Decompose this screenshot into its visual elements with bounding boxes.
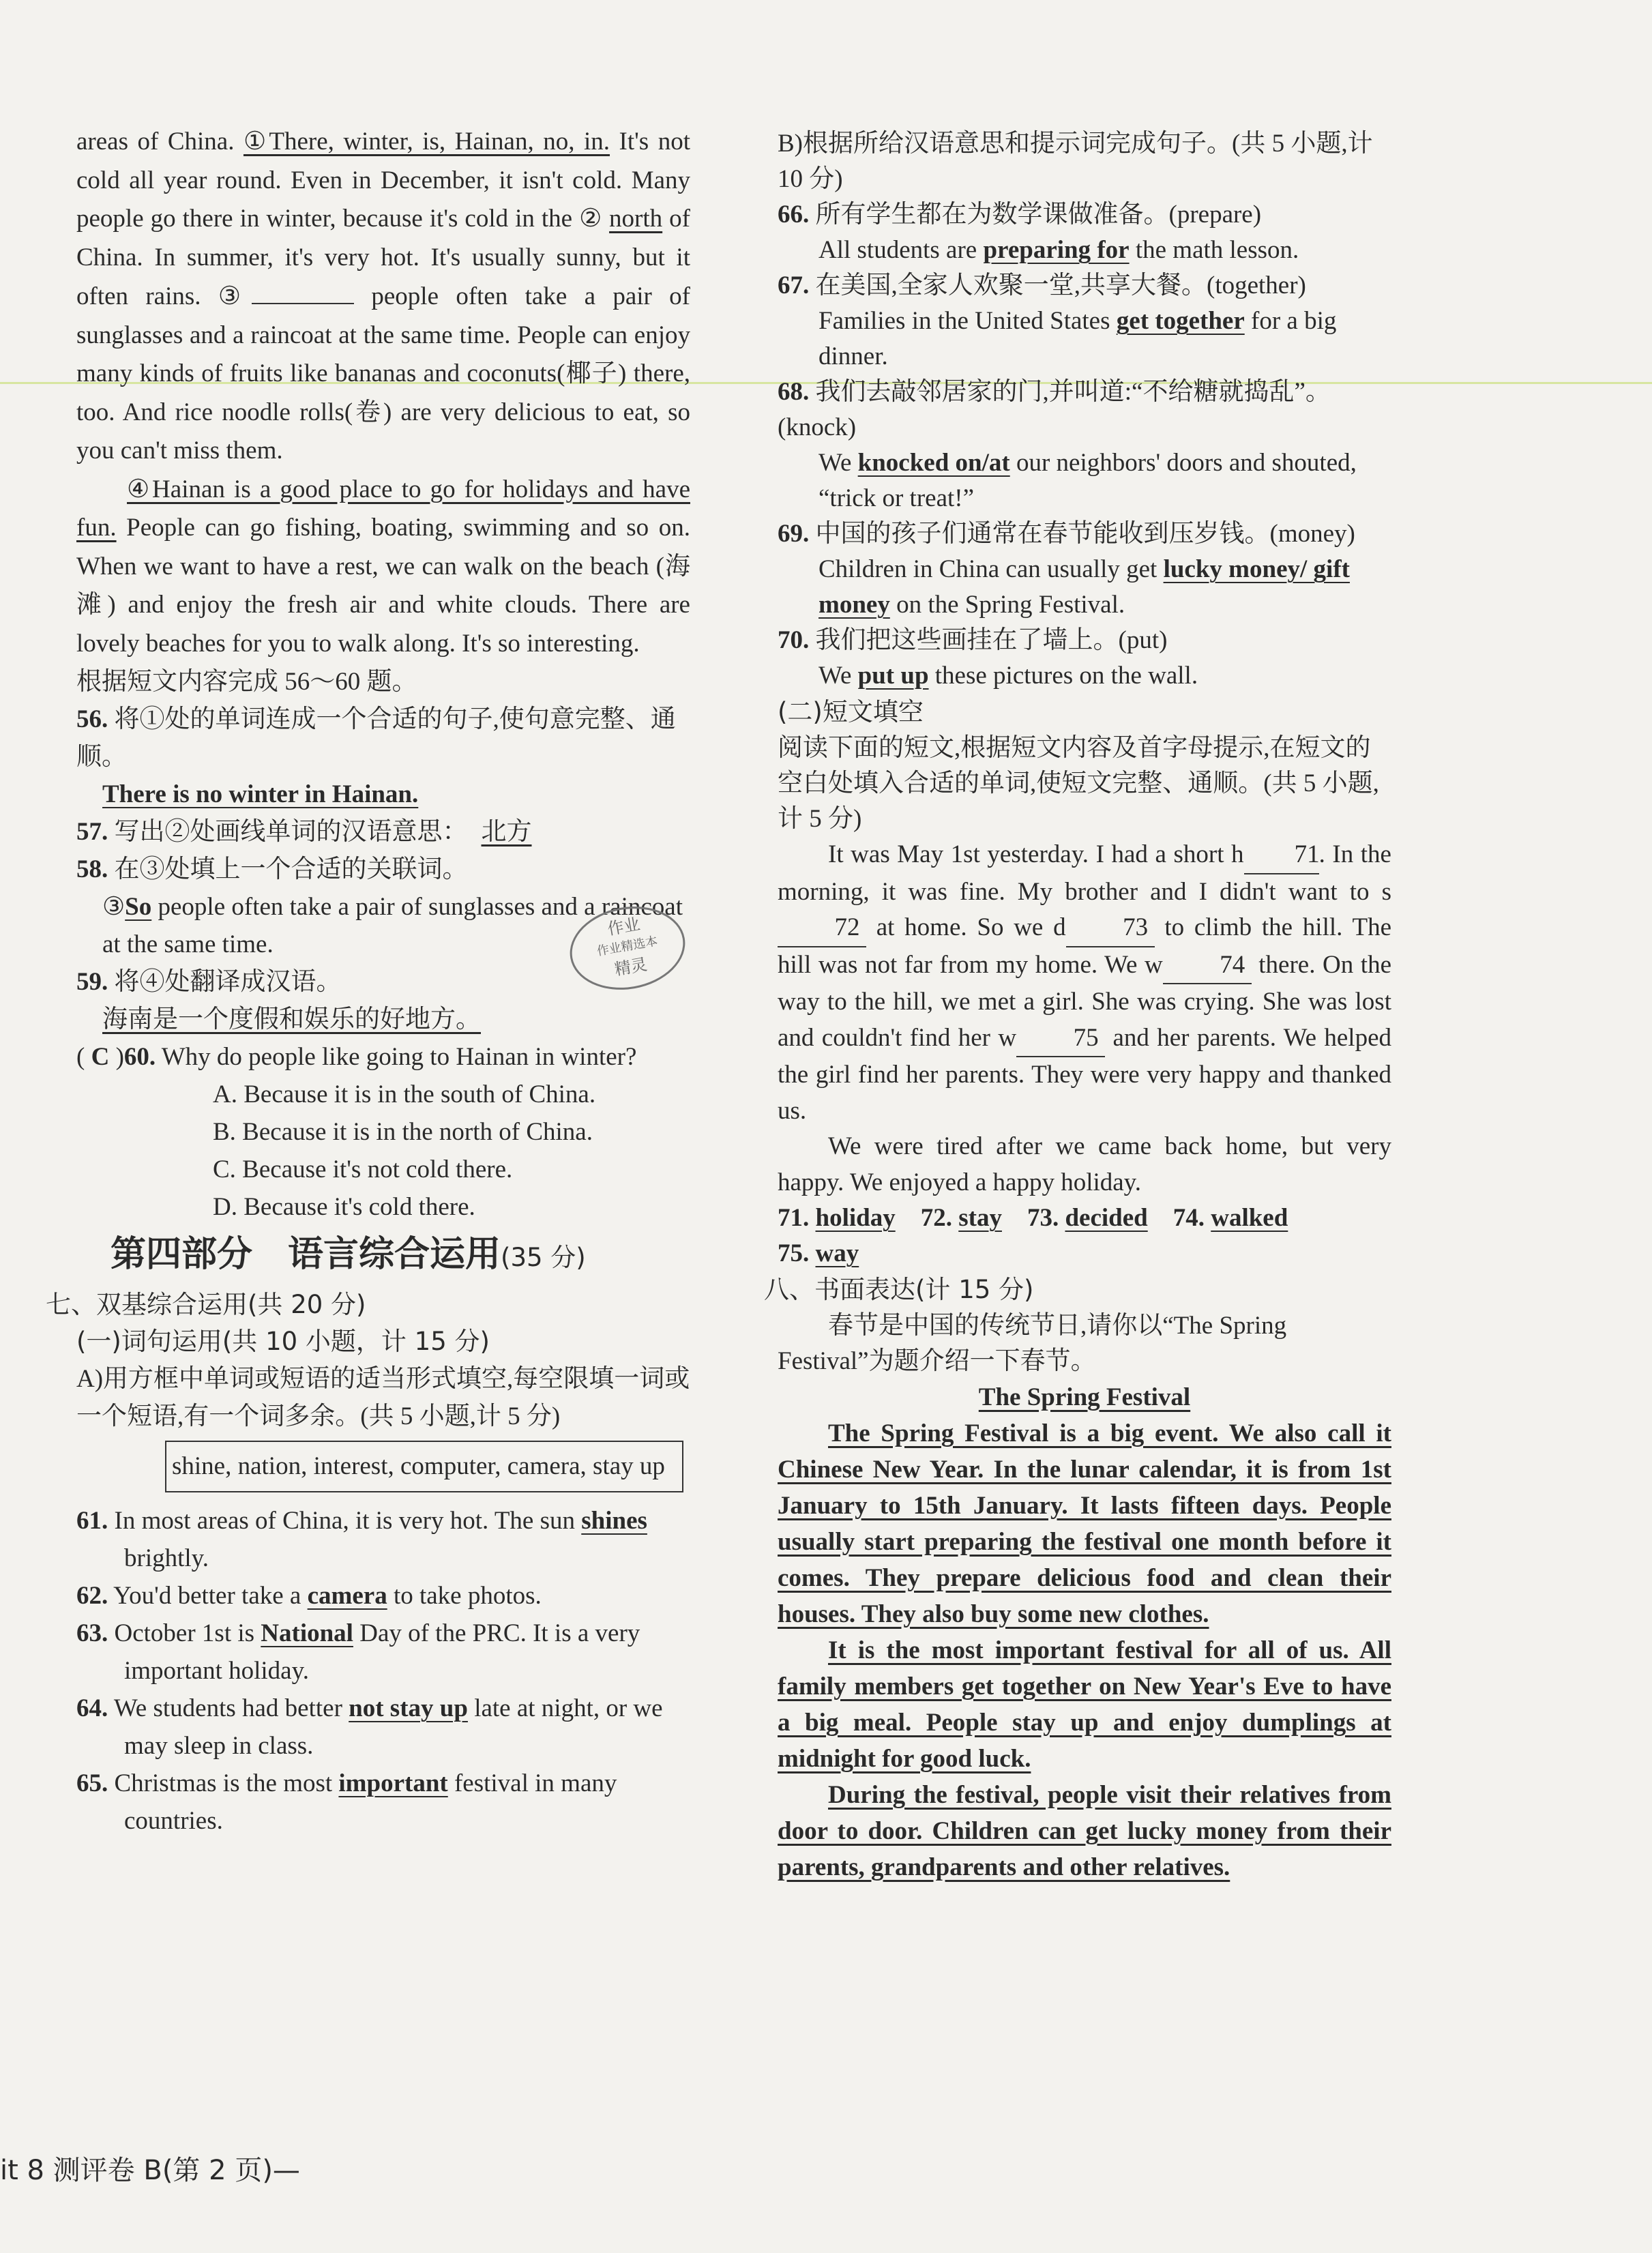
answer-58: ③So people often take a pair of sunglasses and a raincoat at the same time. (102, 893, 683, 958)
question-69: 69. 中国的孩子们通常在春节能收到压岁钱。(money) (778, 520, 1355, 548)
essay-paragraph-1: The Spring Festival is a big event. We also call it Chinese New Year. In the lunar calendar, it is from 1st January to 15th January. It lasts fifteen days. People usually start preparing the festival one month before it comes. They prepare delicious food and clean their houses. They also buy some new clothes. (778, 1419, 1391, 1628)
blank-71: 71 (1244, 837, 1319, 874)
essay-paragraph-3: During the festival, people visit their relatives from door to door. Children can get lucky money from their parents, grandparents and other relatives. (778, 1781, 1391, 1881)
section-2-title: (二)短文填空 (778, 697, 924, 726)
question-62: 62. You'd better take a camera to take photos. (76, 1582, 542, 1610)
question-67: 67. 在美国,全家人欢聚一堂,共享大餐。(together) (778, 271, 1306, 299)
section7-title: 七、双基综合运用(共 20 分) (46, 1290, 366, 1319)
answer-56: There is no winter in Hainan. (102, 780, 419, 808)
cloze-answers: 71. holiday 72. stay 73. decided 74. walked 75. way (778, 1204, 1288, 1267)
section8-instruction: 春节是中国的传统节日,请你以“The Spring Festival”为题介绍一下春节。 (778, 1312, 1287, 1375)
answer-66: All students are preparing for the math lesson. (818, 236, 1299, 264)
question-56: 56. 将①处的单词连成一个合适的句子,使句意完整、通顺。 (76, 705, 676, 771)
question-60: ( C )60. Why do people like going to Hainan in winter? (76, 1043, 637, 1071)
questions-61-65 (76, 1502, 690, 1840)
section-2-instruction: 阅读下面的短文,根据短文内容及首字母提示,在短文的空白处填入合适的单词,使短文完整、通顺。(共 5 小题,计 5 分) (778, 734, 1379, 833)
word-box: shine, nation, interest, computer, camera, stay up (165, 1441, 683, 1492)
question-64: 64. We students had better not stay up late at night, or we may sleep in class. (76, 1694, 663, 1760)
marked-sentence-4: ④Hainan is a good place to go for holidays and have fun. (76, 475, 690, 542)
cloze-passage-2: We were tired after we came back home, but very happy. We enjoyed a happy holiday. (778, 1132, 1391, 1196)
question-68: 68. 我们去敲邻居家的门,并叫道:“不给糖就捣乱”。(knock) (778, 378, 1331, 441)
options-60 (76, 1076, 690, 1226)
question-57: 57. 写出②处画线单词的汉语意思： 北方 (76, 813, 690, 851)
page-footer: it 8 测评卷 B(第 2 页)— (0, 2155, 300, 2186)
question-61: 61. In most areas of China, it is very hot. The sun shines brightly. (76, 1507, 647, 1572)
answer-67: Families in the United States get together for a big dinner. (818, 307, 1337, 370)
answer-69: Children in China can usually get lucky money/ gift money on the Spring Festival. (818, 555, 1350, 619)
answer-57: 北方 (481, 818, 532, 846)
option-c: C. Because it's not cold there. (213, 1155, 513, 1183)
passage-paragraph-1: areas of China. ①There, winter, is, Hainan, no, in. It's not cold all year round. Even in December, it isn't cold. Many people go there in winter, because it's cold in the ② north of China. In summer, it's very hot. It's usually sunny, but it often rains. ③ people often take a pair of sunglasses and a raincoat at the same time. People can enjoy many kinds of fruits like bananas and coconuts(椰子) there, too. And rice noodle rolls(卷) are very delicious to eat, so you can't miss them. (76, 128, 690, 465)
homework-stamp: 作业 作业精选本 精灵 (563, 898, 692, 999)
blank-74: 74 (1163, 947, 1252, 985)
instruction-b: B)根据所给汉语意思和提示词完成句子。(共 5 小题,计 10 分) (778, 130, 1373, 193)
option-a: A. Because it is in the south of China. (213, 1080, 596, 1108)
instruction-a: A)用方框中单词或短语的适当形式填空,每空限填一词或一个短语,有一个词多余。(共 5 小题,计 5 分) (76, 1365, 690, 1430)
marked-words-1: ①There, winter, is, Hainan, no, in. (243, 128, 610, 156)
answer-70: We put up these pictures on the wall. (818, 662, 1198, 690)
answer-68: We knocked on/at our neighbors' doors and shouted, “trick or treat!” (818, 449, 1357, 512)
instruction-56-60: 根据短文内容完成 56～60 题。 (76, 668, 417, 696)
question-63: 63. October 1st is National Day of the PRC. It is a very important holiday. (76, 1619, 640, 1685)
question-70: 70. 我们把这些画挂在了墙上。(put) (778, 626, 1168, 654)
option-d: D. Because it's cold there. (213, 1193, 475, 1221)
part4-title: 第四部分 语言综合运用(35 分) (110, 1234, 586, 1275)
question-66: 66. 所有学生都在为数学课做准备。(prepare) (778, 201, 1262, 229)
answer-59: 海南是一个度假和娱乐的好地方。 (102, 1005, 481, 1033)
question-65: 65. Christmas is the most important festival in many countries. (76, 1769, 617, 1835)
essay-title: The Spring Festival (978, 1383, 1191, 1411)
blank-73: 73 (1066, 910, 1155, 947)
answer-60: C (91, 1043, 110, 1071)
blank-3 (252, 277, 354, 304)
marked-word-north: north (609, 205, 663, 233)
blank-75: 75 (1016, 1020, 1105, 1058)
section8-title: 八、书面表达(计 15 分) (764, 1275, 1034, 1304)
question-59: 59. 将④处翻译成汉语。 (76, 968, 342, 996)
passage-paragraph-2: ④Hainan is a good place to go for holidays and have fun. People can go fishing, boating, swimming and so on. When we want to have a rest, we can walk on the beach (海滩) and enjoy the fresh air and white clouds. There are lovely beaches for you to walk along. It's so interesting. (76, 475, 690, 658)
question-58: 58. 在③处填上一个合适的关联词。 (76, 855, 468, 883)
section7-sub1: (一)词句运用(共 10 小题，计 15 分) (76, 1327, 490, 1356)
questions-66-70 (778, 197, 1391, 694)
cloze-passage: It was May 1st yesterday. I had a short h 71. In the morning, it was fine. My brother and I didn't want to s72 at home. So we d 73 to climb the hill. The hill was not far from my home. We w 74 there. On the way to the hill, we met a girl. She was crying. She was lost and couldn't find her w 75 and her parents. We helped the girl find her parents. They were very happy and thanked us. (778, 837, 1391, 1129)
blank-72: 72 (778, 910, 866, 947)
essay-paragraph-2: It is the most important festival for all of us. All family members get together on New Year's Eve to have a big meal. People stay up and enjoy dumplings at midnight for good luck. (778, 1636, 1391, 1773)
option-b: B. Because it is in the north of China. (213, 1118, 593, 1146)
right-column (764, 126, 1391, 1885)
